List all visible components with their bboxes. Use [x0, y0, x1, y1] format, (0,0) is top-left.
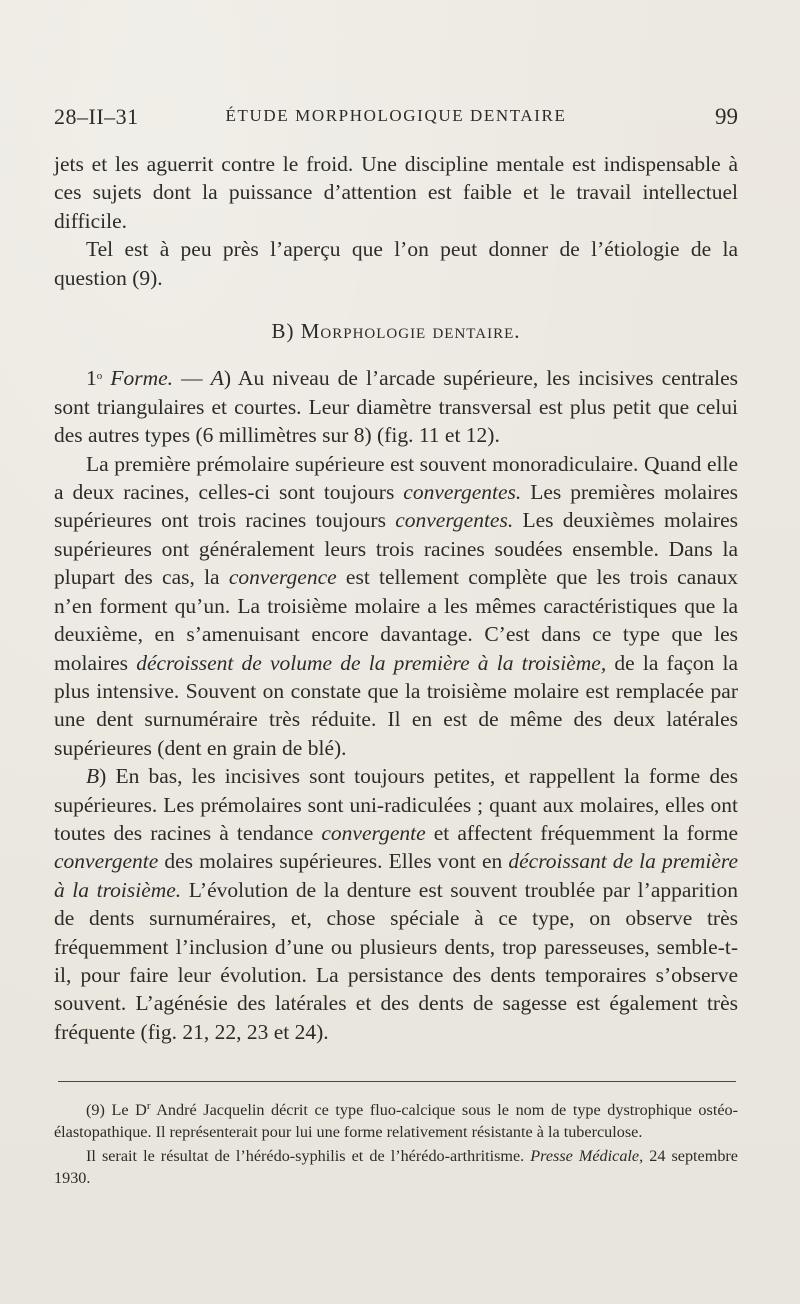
- subsection-b: B: [86, 764, 100, 789]
- text-run: Les premières molaires supérieures ont trois racines toujours: [54, 480, 738, 533]
- text-run: (9) Le D: [86, 1101, 147, 1119]
- section-title: B) Morphologie dentaire.: [271, 319, 521, 344]
- italic-run: convergentes.: [395, 508, 514, 533]
- text-run: ) En bas, les incisives sont toujours petites, et rappellent la forme des supérieures. Les prémolaires sont uni-radiculées ; quant aux molaires, elles ont toutes des racines à tendance: [54, 764, 738, 845]
- italic-run: convergente: [54, 849, 159, 874]
- page-header: [54, 104, 738, 134]
- text-run: André Jacquelin décrit ce type fluo-calcique sous le nom de type dystrophique ostéo-élastopathique. Il représenterait pour lui une forme relativement résistante à la tuberculose.: [54, 1101, 738, 1141]
- text-run: des molaires supérieures. Elles vont en: [158, 849, 509, 874]
- paragraph-1: jets et les aguerrit contre le froid. Une discipline mentale est indispensable à ces sujets dont la puissance d’attention est faible et le travail intellectuel difficile.: [54, 152, 738, 233]
- text-run: Les deuxièmes molaires supérieures ont généralement leurs trois racines soudées ensemble. Dans la plupart des cas, la: [54, 508, 738, 590]
- header-date: 28–II–31: [54, 104, 139, 129]
- italic-run: convergentes.: [403, 480, 522, 505]
- text-run: L’évolution de la denture est souvent troublée par l’apparition de dents surnuméraires, et, chose spéciale à ce type, on observe très fréquemment l’inclusion d’une ou plusieurs dents, trop paresseuses, semble-t-il, pour faire leur évolution. La persistance des dents temporaires s’observe souvent. L’agénésie des latérales et des dents de sagesse est également très fréquente (fig. 21, 22, 23 et 24).: [54, 877, 738, 1044]
- item-number: 1: [86, 366, 97, 391]
- text-run: 24 septembre 1930.: [54, 1147, 738, 1187]
- footnotes: [54, 1100, 738, 1189]
- journal-title: Presse Médicale,: [530, 1147, 644, 1166]
- running-head: ÉTUDE MORPHOLOGIQUE DENTAIRE: [225, 106, 567, 125]
- page-number: 99: [715, 104, 738, 129]
- paragraph-2: Tel est à peu près l’aperçu que l’on peut donner de l’étiologie de la question (9).: [54, 237, 738, 290]
- body-text: [54, 150, 738, 1046]
- footnote-continuation: [54, 1146, 738, 1189]
- italic-run: convergence: [228, 565, 337, 590]
- italic-run: décroissant de la première à la troisième.: [54, 849, 738, 902]
- text-run: Il serait le résultat de l’hérédo-syphilis et de l’hérédo-arthritisme.: [86, 1147, 531, 1166]
- subsection-a: A: [210, 366, 224, 391]
- text-run: est tellement complète que les trois canaux n’en forment qu’un. La troisième molaire a les mêmes caractéristiques que la deuxième, en s’amenuisant encore davantage. C’est dans ce type que les molaires: [54, 565, 738, 675]
- em-dash: —: [173, 366, 211, 391]
- paragraph-3-text: ) Au niveau de l’arcade supérieure, les incisives centrales sont triangulaires et courtes. Leur diamètre transversal est plus petit que celui des autres types (6 millimètres sur 8) (fig. 11 et 12).: [54, 366, 739, 448]
- item-number-superscript: o: [96, 370, 103, 383]
- italic-run: décroissent de volume de la première à la troisième,: [136, 650, 607, 675]
- italic-run: convergente: [321, 820, 426, 845]
- doctor-superscript: r: [146, 1100, 151, 1112]
- text-run: La première prémolaire supérieure est souvent monoradiculaire. Quand elle a deux racines, celles-ci sont toujours: [54, 451, 738, 505]
- footnote-9: [54, 1100, 738, 1143]
- paragraph-4: [54, 450, 738, 762]
- text-run: de la façon la plus intensive. Souvent on constate que la troisième molaire est remplacée par une dent surnuméraire très réduite. Il en est de même des deux latérales supérieures (dent en grain de blé).: [54, 650, 738, 760]
- forme-heading: Forme.: [110, 366, 174, 391]
- footnote-rule: [58, 1081, 736, 1082]
- paragraph-5: [54, 762, 738, 1046]
- text-run: et affectent fréquemment la forme: [425, 820, 738, 845]
- paragraph-3: [54, 364, 738, 449]
